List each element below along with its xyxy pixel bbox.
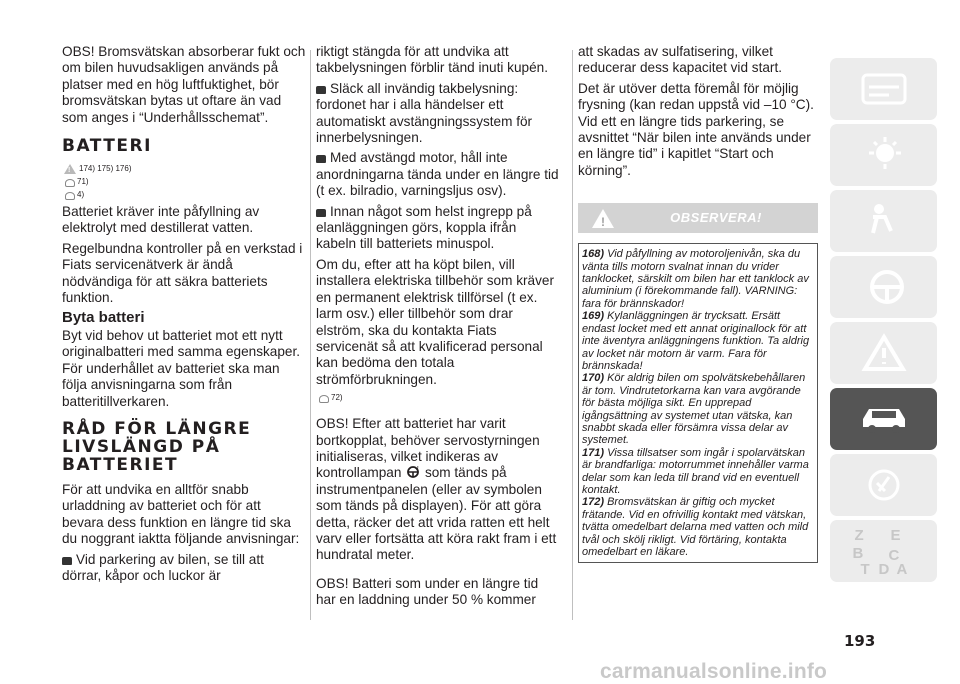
paragraph: OBS! Bromsvätskan absorberar fukt och om bilen huvudsakligen används på platser med en hög luftfuktighet, bör bromsvätskan bytas ut oftare än vad som anges i “Underhållsschemat”. — [62, 44, 306, 125]
index-letter: A — [896, 561, 908, 578]
car-icon — [855, 397, 913, 441]
note-text: Vid påfyllning av motoroljenivån, ska du vänta tills motorn svalnat innan du vrider tanklocket, särskilt om bilen har ett tanklock av aluminium (i förekommande fall). VARNING: fara för brännskador! — [582, 248, 809, 310]
index-letter: C — [888, 547, 900, 564]
environment-icon — [64, 190, 74, 200]
note-number: 169) — [582, 310, 608, 323]
warning-icon — [855, 331, 913, 375]
paragraph: att skadas av sulfatisering, vilket reducerar dess kapacitet vid start. — [578, 44, 782, 76]
paragraph: Byt vid behov ut batteriet mot ett nytt originalbatteri med samma egenskaper. För underhållet av batteriet ska man följa anvisningarna som från batteritillverkaren. — [62, 327, 301, 409]
ref-text: 71) — [77, 177, 89, 187]
chapter-nav — [830, 58, 937, 586]
observera-note — [582, 310, 813, 372]
watermark: carmanualsonline.info — [600, 660, 828, 683]
tab-safety[interactable] — [830, 190, 937, 252]
steering-wheel-icon — [855, 265, 913, 309]
steering-warning-lamp-icon — [405, 466, 421, 478]
paragraph: Batteriet kräver inte påfyllning av elektrolyt med destillerat vatten. — [62, 204, 260, 236]
index-letter: E — [890, 527, 901, 544]
index-icon — [853, 525, 915, 577]
observera-header — [578, 203, 818, 233]
ref-text: 174) 175) 176) — [79, 164, 132, 174]
tab-driving[interactable] — [830, 256, 937, 318]
svg-text:!: ! — [417, 466, 419, 473]
bullet-item — [316, 81, 560, 147]
page-number: 193 — [844, 632, 876, 650]
sub-heading: Byta batteri — [62, 309, 145, 327]
note-number: 168) — [582, 248, 608, 261]
warning-refs — [64, 163, 306, 175]
caution-refs — [318, 392, 560, 404]
environment-refs — [64, 189, 306, 201]
car-bullet-icon — [316, 209, 326, 217]
tab-warning[interactable] — [830, 322, 937, 384]
bullet-item — [316, 204, 560, 253]
observera-note — [582, 447, 813, 497]
observera-note — [582, 372, 813, 446]
paragraph: Det är utöver detta föremål för möjlig frysning (kan redan uppstå vid –10 °C). Vid ett en längre tids parkering, se avsnittet “När bilen inte används under en längre tid” i kapitlet “Start och körning”. — [578, 80, 814, 178]
tab-index[interactable] — [830, 520, 937, 582]
index-letter: D — [878, 561, 890, 578]
note-number: 172) — [582, 496, 608, 509]
column-3 — [578, 44, 818, 563]
paragraph: OBS! Batteri som under en längre tid har en laddning under 50 % kommer — [316, 575, 539, 608]
section-heading-rad: RÅD FÖR LÄNGRE LIVSLÄNGD PÅ BATTERIET — [62, 418, 252, 475]
note-number: 170) — [582, 372, 608, 385]
bullet-text: Med avstängd motor, håll inte anordningarna tända under en längre tid (t ex. bilradio, varningsljus osv). — [316, 150, 559, 199]
index-letter: Z — [854, 527, 864, 544]
bullet-item — [316, 150, 560, 199]
observera-notes-box — [578, 243, 818, 563]
column-divider — [572, 50, 573, 620]
column-2 — [316, 44, 560, 613]
observera-title: OBSERVERA! — [670, 210, 762, 226]
paragraph: Om du, efter att ha köpt bilen, vill installera elektriska tillbehör som kräver en permanent elektrisk tillförsel (t ex. larm osv.) eller tillbehör som drar elström, ska du kontakta Fiats servicenät så att kvalificerad personal kan bedöma den totala strömförbrukningen. — [316, 256, 554, 387]
ref-text: 4) — [77, 190, 85, 200]
warning-triangle-icon: ! — [592, 209, 614, 228]
note-text: Kör aldrig bilen om spolvätskebehållaren är tom. Vindrutetorkarna kan vara avgörande för bästa möjliga sikt. En upprepad igångsättning av systemet utan vätska, kan snabbt skada eller försämra vissa delar av systemet. — [582, 372, 806, 447]
note-number: 171) — [582, 446, 608, 459]
observera-note — [582, 496, 813, 558]
tab-dashboard[interactable] — [830, 58, 937, 120]
bullet-text: Innan något som helst ingrepp på elanläggningen görs, koppla ifrån kabeln till batteriets minuspol. — [316, 203, 532, 252]
column-divider — [310, 50, 311, 620]
safety-icon — [855, 199, 913, 243]
note-text: Bromsvätskan är giftig och mycket frätande. Vid en ofrivillig kontakt med vätskan, tvätta omedelbart delarna med vatten och mild tvål och skölj rikligt. Vid förtäring, kontakta omedelbart en läkare. — [582, 496, 809, 558]
multimedia-icon — [855, 463, 913, 507]
index-letter: T — [860, 561, 870, 578]
lights-icon — [855, 133, 913, 177]
car-bullet-icon — [62, 557, 72, 565]
bullet-text: Släck all invändig takbelysning: fordonet har i alla händelser ett automatiskt avstängningssystem för innerbelysningen. — [316, 80, 533, 146]
note-text: Kylanläggningen är trycksatt. Ersätt endast locket med ett annat originallock för att inte äventyra anläggningens funktion. Ta aldrig av locket när motorn är varm. Fara för brännskada! — [582, 310, 810, 372]
text-part: OBS! Efter att batteriet har varit bortkopplat, behöver servostyrningen initialiseras, vilket indikeras av kontrollampan — [316, 416, 540, 481]
car-bullet-icon — [316, 86, 326, 94]
tab-multimedia[interactable] — [830, 454, 937, 516]
note-text: Vissa tillsatser som ingår i spolarvätskan är brandfarliga: motorrummet innehåller varma delar som kan leda till brand vid en eventuell kontakt. — [582, 446, 809, 496]
tab-lights[interactable] — [830, 124, 937, 186]
ref-text: 72) — [331, 393, 343, 403]
caution-icon — [64, 177, 74, 187]
caution-refs — [64, 176, 306, 188]
caution-icon — [318, 393, 328, 403]
car-bullet-icon — [316, 155, 326, 163]
paragraph: För att undvika en alltför snabb urladdning av batteriet och för att bevara dess funktion en längre tid ska du noggrant iaktta följande anvisningar: — [62, 481, 300, 547]
dashboard-icon — [855, 67, 913, 111]
observera-note — [582, 248, 813, 310]
warning-icon — [64, 164, 76, 174]
paragraph: Regelbundna kontroller på en verkstad i Fiats servicenätverk är ändå nödvändiga för att säkra batteriets funktion. — [62, 240, 303, 306]
tab-car-service[interactable] — [830, 388, 937, 450]
paragraph: riktigt stängda för att undvika att takbelysningen förblir tänd inuti kupén. — [316, 44, 548, 76]
index-letter: B — [852, 545, 864, 562]
bullet-text: Vid parkering av bilen, se till att dörrar, kåpor och luckor är — [62, 551, 264, 583]
section-heading-batteri: BATTERI — [62, 136, 152, 157]
bullet-item — [62, 552, 306, 585]
column-1 — [62, 44, 306, 588]
paragraph — [316, 416, 560, 564]
text-part: som tänds på instrumentpanelen (eller av symbolen som tänds på displayen). För att göra detta, räcker det att vrida ratten ett helt varv eller fortsätta att köra rakt fram i ett hundratal meter. — [316, 465, 557, 563]
